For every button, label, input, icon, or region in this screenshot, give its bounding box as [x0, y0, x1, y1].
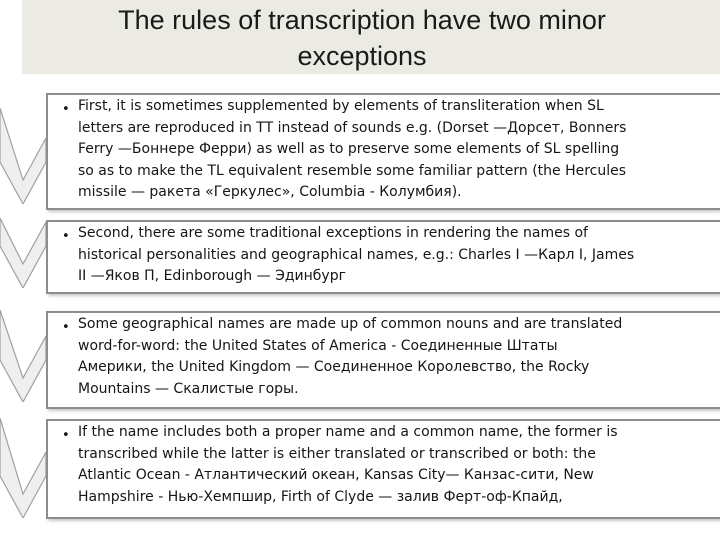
- bullet-box-2: [46, 220, 720, 294]
- title-line-2: exceptions: [297, 41, 427, 71]
- chevron-arrow-icon: [0, 418, 46, 518]
- page-title: [22, 2, 702, 74]
- text-line: Mountains — Скалистые горы.: [78, 380, 299, 397]
- bullet-box-1: [46, 93, 720, 210]
- text-line: word-for-word: the United States of America - Соединенные Штаты: [78, 337, 558, 354]
- bullet-box-3: [46, 311, 720, 409]
- text-line: If the name includes both a proper name and a common name, the former is: [78, 424, 618, 440]
- text-line: Second, there are some traditional exceptions in rendering the names of: [78, 225, 588, 241]
- bullet-marker: •: [62, 229, 70, 244]
- chevron-arrow-icon: [0, 108, 46, 204]
- text-line: Hampshire - Нью-Хемпшир, Firth of Clyde — залив Ферт-оф-Кпайд,: [78, 488, 563, 505]
- text-line: Америки, the United Kingdom — Соединенное Королевство, the Rocky: [78, 359, 590, 375]
- text-line: missile — ракета «Геркулес», Columbia - Колумбия).: [78, 184, 462, 200]
- text-line: First, it is sometimes supplemented by elements of transliteration when SL: [78, 98, 604, 114]
- bullet-marker: •: [62, 428, 70, 443]
- text-line: Atlantic Ocean - Атлантический океан, Kansas City— Канзас-сити, New: [78, 467, 594, 483]
- chevron-arrow-icon: [0, 310, 46, 402]
- chevron-arrow-icon: [0, 218, 46, 288]
- bullet-marker: •: [62, 102, 70, 117]
- text-line: letters are reproduced in TT instead of sounds e.g. (Dorset —Дорсет, Bonners: [78, 119, 627, 136]
- title-line-1: The rules of transcription have two minor: [118, 5, 606, 35]
- bullet-text-1: [78, 96, 720, 204]
- text-line: Ferry —Боннере Ферри) as well as to preserve some elements of SL spelling: [78, 141, 620, 157]
- bullet-marker: •: [62, 320, 70, 335]
- bullet-box-4: [46, 419, 720, 519]
- bullet-text-2: [78, 223, 720, 288]
- text-line: so as to make the TL equivalent resemble some familiar pattern (the Hercules: [78, 162, 627, 179]
- text-line: Some geographical names are made up of common nouns and are translated: [78, 316, 623, 332]
- bullet-text-3: [78, 314, 720, 400]
- text-line: transcribed while the latter is either translated or transcribed or both: the: [78, 445, 596, 462]
- bullet-text-4: [78, 422, 720, 508]
- text-line: historical personalities and geographical names, e.g.: Charles I —Карл I, James: [78, 246, 635, 263]
- text-line: II —Яков П, Edinborough — Эдинбург: [78, 268, 346, 284]
